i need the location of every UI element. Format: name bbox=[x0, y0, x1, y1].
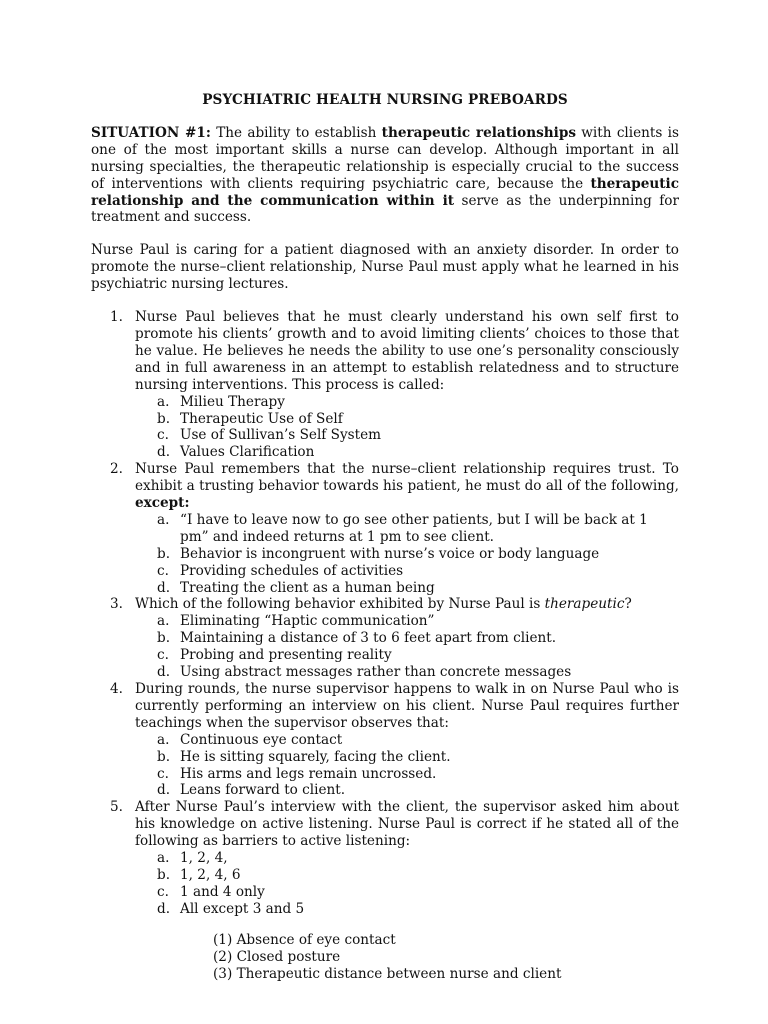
choice-text: Values Clarification bbox=[180, 444, 315, 461]
answer-choice bbox=[135, 867, 679, 884]
reference-item-list bbox=[213, 932, 679, 983]
answer-choice bbox=[135, 613, 679, 630]
choice-text: Probing and presenting reality bbox=[180, 647, 392, 664]
choice-text: Continuous eye contact bbox=[180, 731, 343, 748]
situation-label: SITUATION #1: bbox=[91, 124, 211, 141]
choice-text: Providing schedules of activities bbox=[180, 562, 404, 579]
answer-choice bbox=[135, 512, 679, 546]
choice-letter: c. bbox=[157, 647, 169, 664]
question-item bbox=[91, 799, 679, 917]
choice-text: Milieu Therapy bbox=[180, 393, 285, 410]
choice-text: Treating the client as a human being bbox=[180, 579, 435, 596]
situation-emphasis: therapeutic relationships bbox=[381, 124, 576, 141]
answer-choice bbox=[135, 394, 679, 411]
choice-letter: d. bbox=[157, 900, 171, 917]
choice-letter: c. bbox=[157, 883, 169, 900]
choice-letter: c. bbox=[157, 765, 169, 782]
choice-letter: b. bbox=[157, 545, 171, 562]
page-title: PSYCHIATRIC HEALTH NURSING PREBOARDS bbox=[202, 92, 568, 108]
question-text-segment: During rounds, the nurse supervisor happens to walk in on Nurse Paul who is currently performing an interview on his client. Nurse Paul requires further teachings when the supervisor observes that: bbox=[135, 681, 679, 731]
answer-choice bbox=[135, 884, 679, 901]
choice-text: 1, 2, 4, bbox=[180, 850, 228, 867]
choice-list bbox=[135, 850, 679, 918]
question-number: 2. bbox=[110, 461, 123, 478]
situation-paragraph bbox=[91, 125, 679, 226]
question-number: 1. bbox=[110, 309, 123, 326]
question-text bbox=[135, 461, 679, 512]
answer-choice bbox=[135, 766, 679, 783]
choice-list bbox=[135, 394, 679, 462]
question-emphasis: except: bbox=[135, 495, 190, 512]
situation-text-segment: with clients is one of the most important skills a nurse can develop. Although important in all nursing specialties, the therapeutic relationship is especially crucial to the success of interventions with clients requiring psychiatric care, because the bbox=[91, 124, 680, 192]
question-text-segment: Nurse Paul believes that he must clearly understand his own self first to promote his clients’ growth and to avoid limiting clients’ choices to those that he value. He believes he needs the ability to use one’s personality consciously and in full awareness in an attempt to establish relatedness and to structure nursing interventions. This process is called: bbox=[135, 309, 679, 393]
choice-text: Eliminating “Haptic communication” bbox=[180, 613, 435, 630]
question-text bbox=[135, 309, 679, 394]
choice-letter: a. bbox=[157, 731, 170, 748]
question-item bbox=[91, 309, 679, 461]
question-item bbox=[91, 596, 679, 681]
answer-choice bbox=[135, 664, 679, 681]
answer-choice bbox=[135, 647, 679, 664]
question-number: 3. bbox=[110, 596, 123, 613]
answer-choice bbox=[135, 444, 679, 461]
choice-text: 1, 2, 4, 6 bbox=[180, 866, 241, 883]
choice-list bbox=[135, 732, 679, 800]
choice-text: His arms and legs remain uncrossed. bbox=[180, 765, 437, 782]
situation-text-segment: The ability to establish bbox=[210, 124, 382, 141]
question-emphasis: therapeutic bbox=[544, 596, 625, 613]
reference-item: (3) Therapeutic distance between nurse and client bbox=[213, 965, 562, 982]
choice-letter: b. bbox=[157, 866, 171, 883]
choice-text: Using abstract messages rather than concrete messages bbox=[180, 664, 572, 681]
choice-text: Leans forward to client. bbox=[180, 782, 346, 799]
question-item bbox=[91, 461, 679, 596]
answer-choice bbox=[135, 749, 679, 766]
choice-list bbox=[135, 613, 679, 681]
question-text-segment: After Nurse Paul’s interview with the client, the supervisor asked him about his knowledge on active listening. Nurse Paul is correct if he stated all of the following as barriers to active listening: bbox=[135, 799, 679, 850]
choice-letter: a. bbox=[157, 850, 170, 867]
choice-letter: c. bbox=[157, 427, 169, 444]
choice-letter: d. bbox=[157, 444, 171, 461]
answer-choice bbox=[135, 630, 679, 647]
answer-choice bbox=[135, 411, 679, 428]
answer-choice bbox=[135, 850, 679, 867]
choice-letter: a. bbox=[157, 511, 170, 528]
choice-letter: d. bbox=[157, 664, 171, 681]
choice-text: Maintaining a distance of 3 to 6 feet apart from client. bbox=[180, 630, 557, 647]
answer-choice bbox=[135, 782, 679, 799]
question-text bbox=[135, 596, 679, 613]
answer-choice bbox=[135, 563, 679, 580]
situation-emphasis: therapeutic relationship and the communication within it bbox=[91, 175, 679, 209]
question-text bbox=[135, 799, 679, 850]
question-text-segment: ? bbox=[624, 596, 632, 613]
choice-letter: a. bbox=[157, 613, 170, 630]
question-item bbox=[91, 681, 679, 799]
choice-list bbox=[135, 512, 679, 597]
question-text-segment: Which of the following behavior exhibited by Nurse Paul is bbox=[135, 596, 545, 613]
answer-choice bbox=[135, 901, 679, 918]
question-number: 5. bbox=[110, 799, 123, 816]
answer-choice bbox=[135, 732, 679, 749]
reference-item: (1) Absence of eye contact bbox=[213, 931, 396, 948]
question-text-segment: Nurse Paul remembers that the nurse–client relationship requires trust. To exhibit a trusting behavior towards his patient, he must do all of the following, bbox=[135, 461, 679, 495]
reference-item: (2) Closed posture bbox=[213, 948, 341, 965]
question-number: 4. bbox=[110, 681, 123, 697]
choice-text: Therapeutic Use of Self bbox=[180, 410, 343, 427]
choice-text: He is sitting squarely, facing the client. bbox=[180, 748, 451, 765]
choice-letter: c. bbox=[157, 562, 169, 579]
question-text bbox=[135, 681, 679, 732]
choice-letter: b. bbox=[157, 748, 171, 765]
choice-letter: d. bbox=[157, 579, 171, 596]
situation-text-segment: serve as the underpinning for treatment and success. bbox=[91, 192, 679, 226]
choice-text: “I have to leave now to go see other patients, but I will be back at 1 pm” and indeed returns at 1 pm to see client. bbox=[180, 511, 648, 545]
choice-letter: a. bbox=[157, 393, 170, 410]
answer-choice bbox=[135, 427, 679, 444]
choice-text: Behavior is incongruent with nurse’s voice or body language bbox=[180, 545, 600, 562]
choice-text: Use of Sullivan’s Self System bbox=[180, 427, 382, 444]
choice-letter: b. bbox=[157, 630, 171, 647]
choice-text: All except 3 and 5 bbox=[180, 900, 305, 917]
choice-text: 1 and 4 only bbox=[180, 883, 265, 900]
choice-letter: d. bbox=[157, 782, 171, 799]
intro-paragraph: Nurse Paul is caring for a patient diagnosed with an anxiety disorder. In order to promote the nurse–client relationship, Nurse Paul must apply what he learned in his psychiatric nursing lectures. bbox=[91, 242, 679, 293]
document-page bbox=[91, 92, 679, 982]
answer-choice bbox=[135, 580, 679, 597]
choice-letter: b. bbox=[157, 410, 171, 427]
question-list bbox=[91, 309, 679, 918]
answer-choice bbox=[135, 546, 679, 563]
